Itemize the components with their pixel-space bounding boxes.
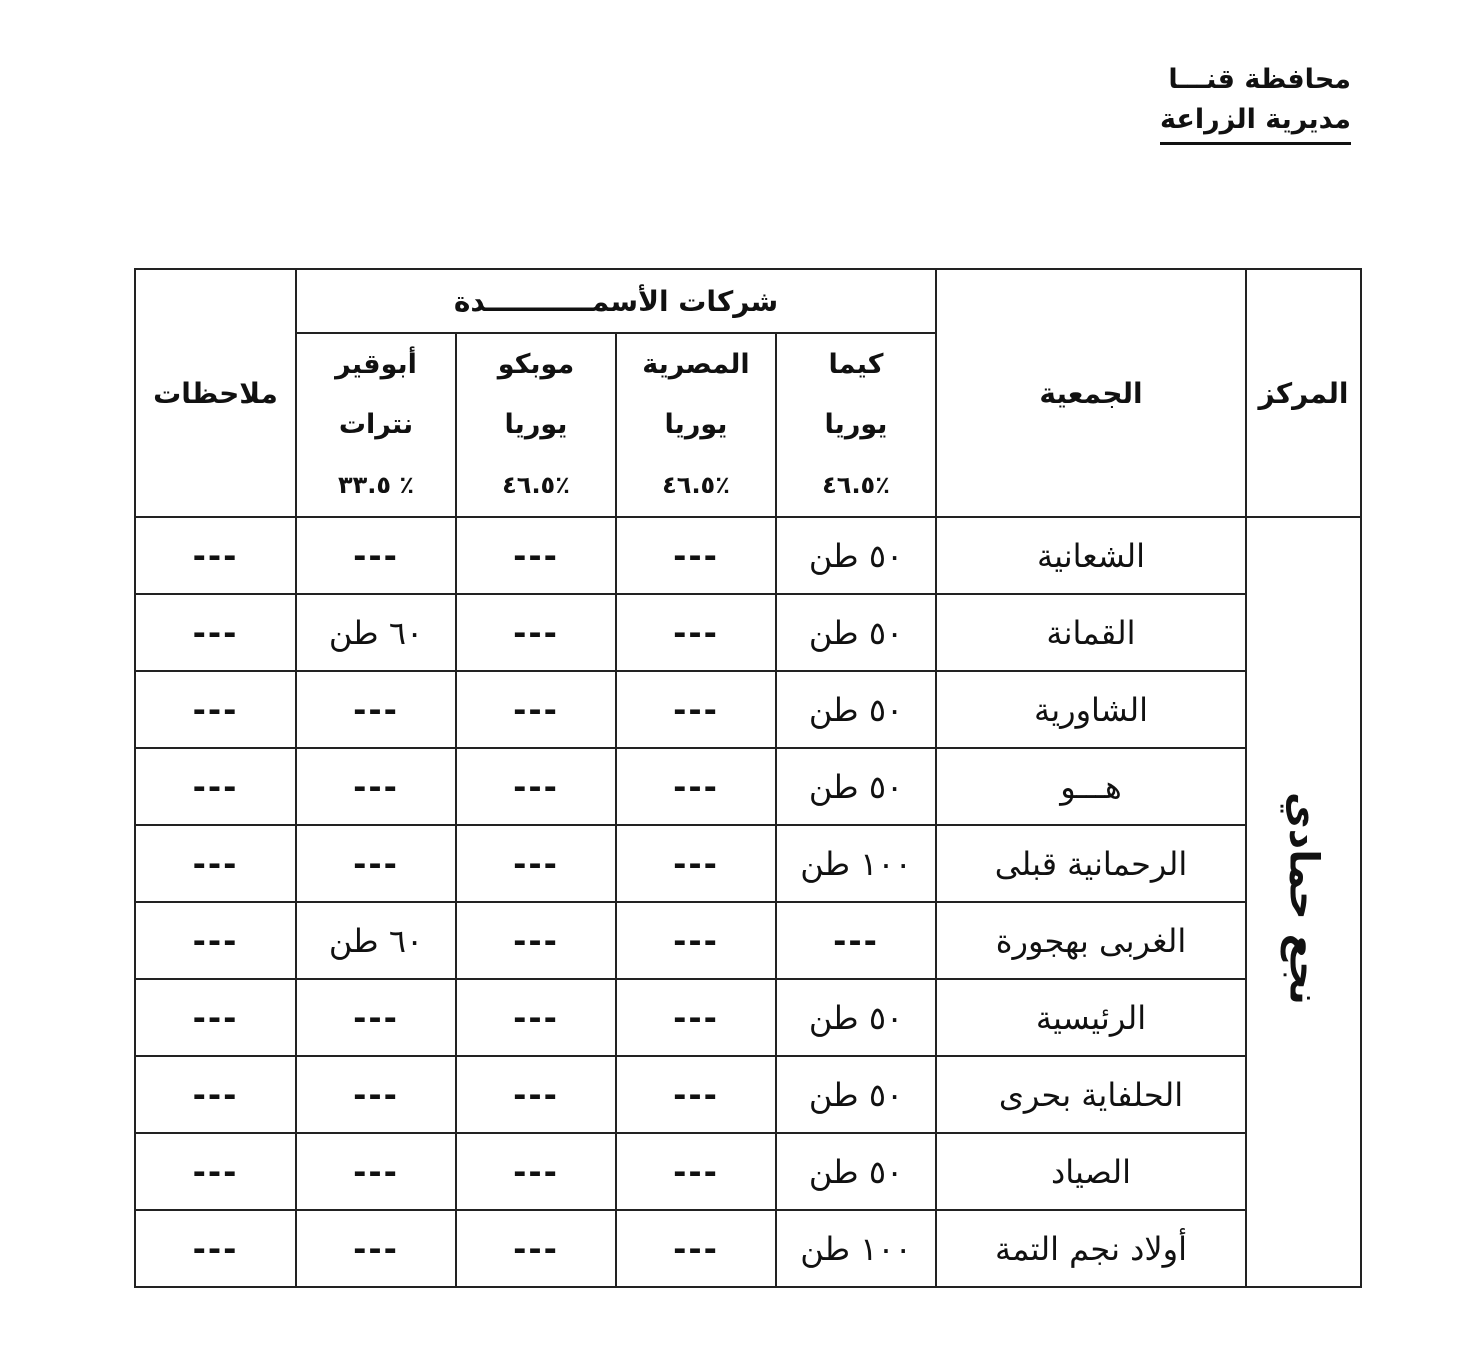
misr-cell: --- [616, 979, 776, 1056]
misr-cell: --- [616, 671, 776, 748]
company-name: موبكو [497, 349, 575, 380]
table-row [135, 902, 1361, 979]
association-cell: الرئيسية [936, 979, 1246, 1056]
fertilizer-allocation-table [134, 268, 1362, 1288]
abuqir-cell: --- [296, 825, 456, 902]
notes-cell: --- [135, 517, 296, 594]
kima-cell: ٥٠ طن [776, 1056, 936, 1133]
table-row [135, 517, 1361, 594]
table-row [135, 1133, 1361, 1210]
abuqir-cell: --- [296, 671, 456, 748]
notes-cell: --- [135, 979, 296, 1056]
header-association: الجمعية [936, 269, 1246, 517]
notes-cell: --- [135, 1056, 296, 1133]
misr-cell: --- [616, 517, 776, 594]
table-row [135, 671, 1361, 748]
misr-cell: --- [616, 902, 776, 979]
table-row [135, 1056, 1361, 1133]
abuqir-cell: --- [296, 1056, 456, 1133]
misr-cell: --- [616, 1133, 776, 1210]
mopco-cell: --- [456, 671, 616, 748]
header-companies-group: شركات الأسمـــــــــــدة [296, 269, 936, 333]
header-company-mopco [456, 333, 616, 517]
association-cell: الغربى بهجورة [936, 902, 1246, 979]
association-cell: هـــو [936, 748, 1246, 825]
mopco-cell: --- [456, 825, 616, 902]
kima-cell: ٥٠ طن [776, 979, 936, 1056]
mopco-cell: --- [456, 1056, 616, 1133]
abuqir-cell: --- [296, 979, 456, 1056]
mopco-cell: --- [456, 748, 616, 825]
association-cell: القمانة [936, 594, 1246, 671]
header-company-abuqir [296, 333, 456, 517]
mopco-cell: --- [456, 1210, 616, 1287]
notes-cell: --- [135, 594, 296, 671]
misr-cell: --- [616, 1210, 776, 1287]
kima-cell: ٥٠ طن [776, 671, 936, 748]
association-cell: أولاد نجم التمة [936, 1210, 1246, 1287]
kima-cell: ١٠٠ طن [776, 825, 936, 902]
header-company-kima [776, 333, 936, 517]
center-cell [1246, 517, 1361, 1287]
table-row [135, 594, 1361, 671]
association-cell: الشعانية [936, 517, 1246, 594]
kima-cell: ١٠٠ طن [776, 1210, 936, 1287]
company-name: أبوقير [335, 349, 417, 380]
kima-cell: --- [776, 902, 936, 979]
center-name: نجع حمادي [1280, 791, 1327, 1005]
mopco-cell: --- [456, 1133, 616, 1210]
kima-cell: ٥٠ طن [776, 748, 936, 825]
kima-cell: ٥٠ طن [776, 594, 936, 671]
mopco-cell: --- [456, 979, 616, 1056]
mopco-cell: --- [456, 594, 616, 671]
company-percent: ٪٤٦.٥ [662, 471, 730, 499]
notes-cell: --- [135, 825, 296, 902]
misr-cell: --- [616, 1056, 776, 1133]
notes-cell: --- [135, 671, 296, 748]
association-cell: الرحمانية قبلى [936, 825, 1246, 902]
company-product: نترات [338, 409, 414, 440]
table-row [135, 1210, 1361, 1287]
company-product: يوريا [664, 409, 728, 440]
mopco-cell: --- [456, 902, 616, 979]
notes-cell: --- [135, 902, 296, 979]
association-cell: الحلفاية بحرى [936, 1056, 1246, 1133]
header-company-misr [616, 333, 776, 517]
table-row [135, 825, 1361, 902]
kima-cell: ٥٠ طن [776, 517, 936, 594]
misr-cell: --- [616, 594, 776, 671]
notes-cell: --- [135, 1210, 296, 1287]
misr-cell: --- [616, 748, 776, 825]
company-product: يوريا [504, 409, 568, 440]
company-name: كيما [828, 349, 884, 380]
company-name: المصرية [642, 349, 750, 380]
company-product: يوريا [824, 409, 888, 440]
mopco-cell: --- [456, 517, 616, 594]
company-percent: ٪٤٦.٥ [502, 471, 570, 499]
abuqir-cell: --- [296, 748, 456, 825]
company-percent: ٪ ٣٣.٥ [337, 471, 415, 499]
notes-cell: --- [135, 748, 296, 825]
association-cell: الشاورية [936, 671, 1246, 748]
association-cell: الصياد [936, 1133, 1246, 1210]
table-row [135, 748, 1361, 825]
table-row [135, 979, 1361, 1056]
abuqir-cell: ٦٠ طن [296, 594, 456, 671]
kima-cell: ٥٠ طن [776, 1133, 936, 1210]
header-center: المركز [1246, 269, 1361, 517]
abuqir-cell: --- [296, 1210, 456, 1287]
misr-cell: --- [616, 825, 776, 902]
abuqir-cell: --- [296, 1133, 456, 1210]
abuqir-cell: ٦٠ طن [296, 902, 456, 979]
notes-cell: --- [135, 1133, 296, 1210]
header-notes: ملاحظات [135, 269, 296, 517]
document-header [1160, 60, 1351, 145]
company-percent: ٪٤٦.٥ [822, 471, 890, 499]
directorate-title: مديرية الزراعة [1160, 100, 1351, 145]
abuqir-cell: --- [296, 517, 456, 594]
governorate-title: محافظة قنـــا [1168, 64, 1351, 95]
